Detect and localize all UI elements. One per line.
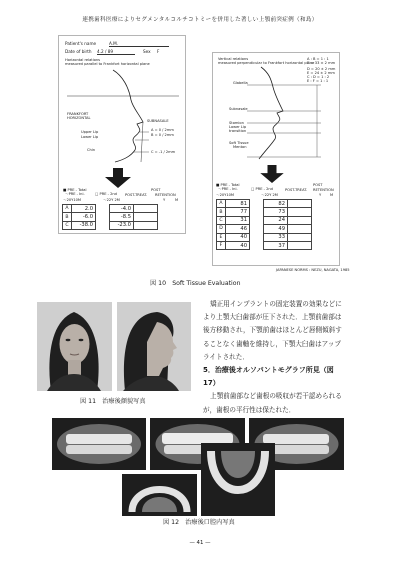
value-post: -8.5	[110, 213, 134, 221]
vertical-table	[216, 199, 312, 250]
row-label: F	[217, 241, 226, 249]
ref-c: C = -1 / 2mm	[151, 150, 176, 154]
legend-pre-total-right-text: PRE - Total	[220, 183, 240, 187]
lower-arch-illustration	[201, 443, 275, 516]
lower-lip-label: Lower Lip	[81, 135, 99, 139]
teeth-right-illustration	[52, 418, 146, 470]
paragraph-1: 矯正用インプラントの固定装置の効果などにより上顎大臼歯部が圧下された．上顎前歯部は後方移動され，下顎前歯はほとんど唇側傾斜することなく歯軸を維持し，下顎大臼歯はアップライトされた．	[203, 300, 342, 361]
col-retention: RETENTION	[155, 193, 176, 197]
subnasale-label-right: Subnasale	[229, 107, 248, 111]
japanese-norms: JAPANESE NORMS : NEZU, NAGATA, 1985	[276, 268, 350, 272]
face-front-illustration	[37, 302, 112, 391]
figure11-caption: 図 11 治療後顔貌写真	[80, 398, 146, 405]
dob-label: Date of birth	[65, 49, 92, 54]
figure10-caption: 図 10 Soft Tissue Evaluation	[150, 280, 241, 287]
ratio-f: C : D = 1 : 2	[307, 75, 330, 79]
lower-lip-label-right: Lower Lip	[229, 125, 247, 129]
subnasale-label: SUBNASALE	[147, 119, 169, 123]
face-photo-profile	[117, 302, 191, 391]
horizontal-label: HORIZONTAL	[67, 116, 91, 120]
glabella-label: Glabella	[233, 81, 248, 85]
col-retention-right: RETENTION	[313, 188, 334, 192]
value-pre: 81	[226, 200, 250, 208]
arrow-down-icon	[257, 165, 287, 183]
intraoral-photo-right	[52, 418, 146, 470]
value-post: -4.0	[110, 205, 134, 213]
col-age-2: 〜22Y 2M	[103, 198, 120, 202]
transition-label: transition	[229, 129, 247, 133]
ratio-g: E : F = 1 : 1	[307, 79, 329, 83]
fig10-right-sheet	[212, 52, 340, 266]
value-post: 24	[264, 216, 288, 224]
table-row	[63, 221, 158, 229]
horizontal-table	[62, 204, 158, 230]
value-pre: 31	[226, 216, 250, 224]
value-pre: 46	[226, 225, 250, 233]
value-pre: -38.0	[72, 221, 96, 229]
ratio-a: A : B = 1 : 1	[307, 57, 329, 61]
upper-arch-illustration	[122, 474, 197, 516]
legend-pre-2nd-right-text: PRE - 2nd	[255, 187, 273, 191]
body-text	[203, 298, 345, 417]
col-pre-ini-right: 〜PRE - Ini.	[218, 187, 238, 191]
vertical-subtitle: measured perpendicular to Frankfort horizontal plane	[218, 61, 315, 65]
face-photo-front	[37, 302, 112, 391]
table-row	[217, 241, 312, 249]
ratio-e: E = 24 ± 2 mm	[307, 71, 335, 75]
col-y-right: Y	[319, 193, 322, 197]
figure12-caption: 図 12 治療後口腔内写真	[163, 519, 235, 526]
legend-post: POST	[151, 188, 161, 192]
value-pre: 40	[226, 241, 250, 249]
legend-pre-2nd-text: PRE - 2nd	[99, 192, 117, 196]
table-row	[217, 225, 312, 233]
running-header: 連携歯科医療によりセグメンタルコルチコトミーを併用した著しい上顎前突症例（和島）	[82, 17, 318, 23]
col-age-1: 〜20Y10M	[63, 198, 82, 202]
fig10-left-sheet	[58, 35, 186, 234]
table-row	[63, 213, 158, 221]
legend-pre-total-text: PRE - Total	[67, 188, 87, 192]
sex-label: Sex	[143, 49, 151, 54]
ratio-d: D = 20 ± 2 mm	[307, 67, 336, 71]
value-post: -23.0	[110, 221, 134, 229]
section-heading: 5．治療後オルソパントモグラフ所見（図 17）	[203, 366, 334, 388]
value-pre: 40	[226, 233, 250, 241]
value-pre: -6.0	[72, 213, 96, 221]
col-age-2-right: 〜22Y 2M	[261, 193, 278, 197]
menton-label: Menton	[233, 145, 247, 149]
patient-name-label: Patient's name	[65, 41, 97, 46]
value-post: 49	[264, 225, 288, 233]
col-post-treat: POST-TREAT.	[125, 193, 148, 197]
soft-tissue-label: Soft Tissue	[229, 141, 249, 145]
upper-lip-label: Upper Lip	[81, 130, 99, 134]
col-m: M	[175, 198, 179, 202]
legend-post-right: POST	[313, 183, 323, 187]
row-label: B	[63, 213, 72, 221]
dob-value: 4.2 / 89	[97, 49, 135, 55]
col-age-1-right: 〜20Y10M	[216, 193, 235, 197]
patient-name-value: A.M.	[109, 41, 169, 47]
col-post-treat-right: POST-TREAT.	[285, 188, 308, 192]
legend-pre-2nd: □ PRE - 2nd	[95, 192, 117, 196]
row-label: A	[63, 205, 72, 213]
ref-a: A = 0 / 2mm	[151, 128, 174, 132]
row-label: D	[217, 225, 226, 233]
legend-pre-total: ■ PRE - Total	[63, 188, 87, 192]
value-post: 37	[264, 241, 288, 249]
arrow-down-icon	[103, 168, 133, 188]
value-post: 73	[264, 208, 288, 216]
face-profile-illustration	[117, 302, 191, 391]
table-row	[63, 205, 158, 213]
occlusal-photo-upper	[122, 474, 197, 516]
legend-pre-total-right: ■ PRE - Total	[216, 183, 240, 187]
legend-pre-2nd-right: □ PRE - 2nd	[251, 187, 273, 191]
row-label: A	[217, 200, 226, 208]
stomion-label: Stomion	[229, 121, 244, 125]
row-label: B	[217, 208, 226, 216]
ratio-c: C = 33 ± 2 mm	[307, 61, 336, 65]
frankfort-label: FRANKFORT	[67, 112, 89, 116]
table-row	[217, 208, 312, 216]
horizontal-title: Horizontal relations	[65, 58, 101, 62]
col-pre-ini: 〜PRE - Ini.	[65, 192, 85, 196]
value-pre: 2.0	[72, 205, 96, 213]
value-post: 33	[264, 233, 288, 241]
table-row	[217, 216, 312, 224]
page-number: — 41 —	[189, 540, 211, 546]
value-pre: 77	[226, 208, 250, 216]
row-label: E	[217, 233, 226, 241]
value-post: 82	[264, 200, 288, 208]
horizontal-subtitle: measured parallel to Frankfort horizontal plane	[65, 62, 150, 66]
row-label: C	[217, 216, 226, 224]
occlusal-photo-lower	[201, 443, 275, 516]
ref-b: B = 0 / 2mm	[151, 133, 174, 137]
col-m-right: M	[330, 193, 334, 197]
chin-label: Chin	[87, 148, 96, 152]
table-row	[217, 233, 312, 241]
vertical-title: Vertical relations	[218, 57, 249, 61]
paragraph-2: 上顎前歯部など歯根の吸収が若干認められるが，歯根の平行性は保たれた．	[203, 392, 342, 414]
sex-value: F	[157, 49, 160, 54]
table-row	[217, 200, 312, 208]
row-label: C	[63, 221, 72, 229]
col-y: Y	[163, 198, 166, 202]
